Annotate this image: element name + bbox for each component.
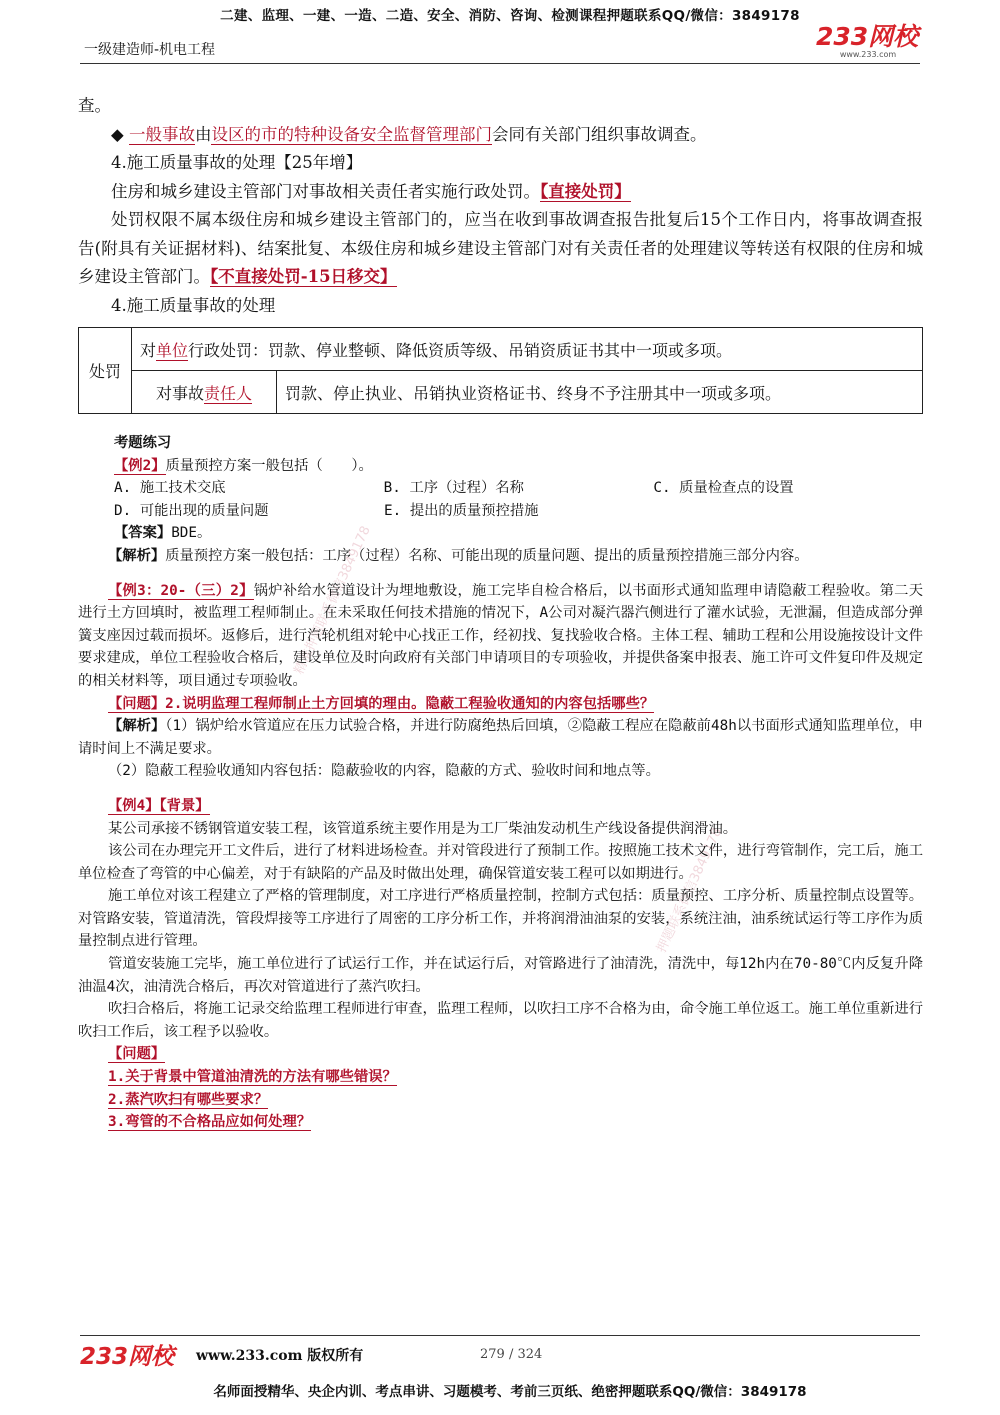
watermark-2: 押题联系微信3849178 <box>654 825 726 956</box>
options-row-2 <box>114 500 923 523</box>
example-3-tag: 【例3：20-（三）2】 <box>108 582 254 599</box>
example-4-tag: 【例4】【背景】 <box>108 797 210 814</box>
table-row <box>79 371 923 414</box>
example-4-para-5: 吹扫合格后，将施工记录交给监理工程师进行审查，监理工程师，以吹扫工序不合格为由，命令施工单位返工。施工单位重新进行吹扫工作后，该工程予以验收。 <box>78 1001 923 1040</box>
document-subtitle: 一级建造师-机电工程 <box>84 42 216 58</box>
example-4-tag-line <box>78 795 923 818</box>
header-divider <box>80 63 920 64</box>
example-3-analysis-2: （2）隐蔽工程验收通知内容包括：隐蔽验收的内容，隐蔽的方式、验收时间和地点等。 <box>108 763 660 780</box>
option-e: E. 提出的质量预控措施 <box>384 502 539 519</box>
direct-penalty-tag: 【直接处罚】 <box>540 181 631 201</box>
cell-text: 行政处罚：罚款、停业整顿、降低资质等级、吊销资质证书其中一项或多项。 <box>188 340 733 360</box>
continued-text: 查。 <box>78 96 111 115</box>
authority-term: 设区的市的特种设备安全监督管理部门 <box>211 124 492 144</box>
option-d: D. 可能出现的质量问题 <box>114 502 269 519</box>
example-4-question-1 <box>78 1066 923 1089</box>
option-a: A. 施工技术交底 <box>114 480 226 497</box>
example-3-question <box>78 693 923 716</box>
answer-tag: 【答案】 <box>114 525 172 542</box>
example-4-question-2 <box>78 1089 923 1112</box>
example-3-question-text: 【问题】2.说明监理工程师制止土方回填的理由。隐蔽工程验收通知的内容包括哪些？ <box>108 695 655 712</box>
example-2-answer <box>114 522 923 545</box>
answer-text: BDE。 <box>171 525 212 542</box>
section-heading-1: 4.施工质量事故的处理【25年增】 <box>111 153 363 172</box>
footer-promo-line: 名师面授精华、央企内训、考点串讲、习题模考、考前三页纸、绝密押题联系QQ/微信：3849178 <box>213 1384 807 1400</box>
responsible-person-term: 责任人 <box>204 383 253 403</box>
penalty-head-cell: 处罚 <box>79 328 132 414</box>
unit-penalty-cell <box>132 328 923 371</box>
unit-term: 单位 <box>156 340 189 360</box>
question-1-text: 1.关于背景中管道油清洗的方法有哪些错误？ <box>108 1069 397 1086</box>
penalty-table <box>78 327 923 414</box>
bullet-rest: 会同有关部门组织事故调查。 <box>491 124 707 144</box>
question-2-text: 2.蒸汽吹扫有哪些要求？ <box>108 1091 269 1108</box>
example-2-analysis <box>78 545 923 568</box>
bullet-connector: 由 <box>194 124 212 144</box>
cell-prefix: 对 <box>140 340 157 360</box>
footer-logo: 233网校 <box>80 1344 175 1370</box>
practice-title: 考题练习 <box>114 435 172 451</box>
question-3-text: 3.弯管的不合格品应如何处理？ <box>108 1114 312 1131</box>
footer-divider <box>80 1335 920 1336</box>
question-tag: 【问题】 <box>108 1046 166 1063</box>
example-3-analysis-1 <box>78 715 923 760</box>
example-4-para-1: 某公司承接不锈钢管道安装工程，该管道系统主要作用是为工厂柴油发动机生产线设备提供润滑油。 <box>108 820 738 837</box>
question-text: 质量预控方案一般包括（ ）。 <box>165 457 373 474</box>
example-4-question-tag-line <box>78 1043 923 1066</box>
example-4-para-4: 管道安装施工完毕，施工单位进行了试运行工作，并在试运行后，对管路进行了油清洗，清洗中，每12h内在70-80℃内反复升降油温4次，油清洗合格后，再次对管道进行了蒸汽吹扫。 <box>78 956 923 995</box>
responsible-person-cell <box>132 371 277 414</box>
paragraph-transfer <box>78 206 923 292</box>
analysis-text: （1）锅炉给水管道应在压力试验合格，并进行防腐绝热后回填，②隐蔽工程应在隐蔽前48h以书面形式通知监理单位，申请时间上不满足要求。 <box>78 718 924 757</box>
footer-copyright: www.233.com 版权所有 <box>196 1348 364 1364</box>
practice-section <box>78 432 923 545</box>
paragraph-text: 住房和城乡建设主管部门对事故相关责任者实施行政处罚。 <box>111 181 540 201</box>
general-accident-term: 一般事故 <box>128 124 195 144</box>
logo-text: 233网校 <box>816 22 919 51</box>
page-content <box>78 92 923 1134</box>
example-4-question-3 <box>78 1111 923 1134</box>
options-row-1 <box>114 477 923 500</box>
person-penalty-cell: 罚款、停止执业、吊销执业资格证书、终身不予注册其中一项或多项。 <box>277 371 923 414</box>
transfer-tag: 【不直接处罚-15日移交】 <box>210 267 397 286</box>
section-heading-2: 4.施工质量事故的处理 <box>111 295 276 315</box>
analysis-tag: 【解析】 <box>108 718 166 735</box>
option-c: C. 质量检查点的设置 <box>653 480 794 497</box>
example-4-para-3: 施工单位对该工程建立了严格的管理制度，对工序进行严格质量控制，控制方式包括：质量预控、工序分析、质量控制点设置等。对管路安装，管道清洗，管段焊接等工序进行了周密的工序分析工作，并将润滑油油泵的安装，系统注油，油系统试运行等工序作为质量控制点进行管理。 <box>78 888 923 950</box>
example-3-tag-line <box>78 580 923 693</box>
paragraph-direct-penalty <box>78 178 923 207</box>
example-2-tag: 【例2】 <box>114 457 166 474</box>
example-4-para-2: 该公司在办理完开工文件后，进行了材料进场检查。并对管段进行了预制工作。按照施工技术文件，进行弯管制作，完工后，施工单位检查了弯管的中心偏差，对于有缺陷的产品及时做出处理，确保管道安装工程可以如期进行。 <box>78 843 923 882</box>
bullet-paragraph <box>78 121 923 150</box>
logo-url: www.233.com <box>839 50 897 59</box>
paragraph-text: 处罚权限不属本级住房和城乡建设主管部门的，应当在收到事故调查报告批复后15个工作日内，将事故调查报告(附具有关证据材料)、结案批复、本级住房和城乡建设主管部门对有关责任者的处理建议等转送有权限的住房和城乡建设主管部门。 <box>78 210 923 286</box>
cell-prefix: 对事故 <box>155 383 204 403</box>
example-2-question <box>114 455 923 478</box>
page-number: 279 / 324 <box>480 1347 543 1362</box>
brand-logo <box>816 24 920 64</box>
option-b: B. 工序（过程）名称 <box>383 480 524 497</box>
header-promo-line: 二建、监理、一建、一造、二造、安全、消防、咨询、检测课程押题联系QQ/微信：3849178 <box>220 8 800 24</box>
analysis-tag: 【解析】 <box>108 547 166 564</box>
example-3-text: 锅炉补给水管道设计为埋地敷设，施工完毕自检合格后，以书面形式通知监理申请隐蔽工程验收。第二天进行土方回填时，被监理工程师制止。在未采取任何技术措施的情况下，A公司对凝汽器汽侧进行了灌水试验，无泄漏，但造成部分弹簧支座因过载而损坏。返修后，进行汽轮机组对轮中心找正工作，经初找、复找验收合格。主体工程、辅助工程和公用设施按设计文件要求建成，单位工程验收合格后，建设单位及时向政府有关部门申请项目的专项验收，并提供备案申报表、施工许可文件复印件及规定的相关材料等，项目通过专项验收。 <box>78 582 923 689</box>
bullet-diamond-icon: ◆ <box>111 124 124 144</box>
watermark-1: 精准押题联系微信3849178 <box>291 523 374 677</box>
analysis-text: 质量预控方案一般包括：工序（过程）名称、可能出现的质量问题、提出的质量预控措施三部分内容。 <box>165 547 809 564</box>
table-row <box>79 328 923 371</box>
